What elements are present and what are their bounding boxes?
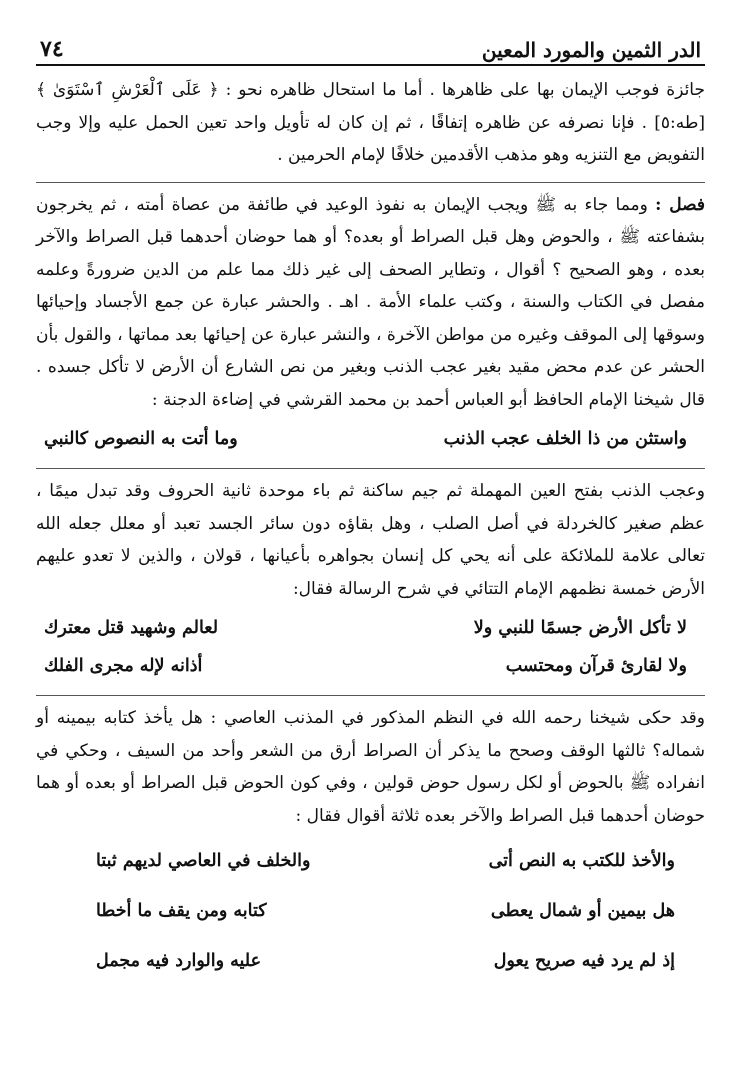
paragraph-2-text: ومما جاء به ﷺ ويجب الإيمان به نفوذ الوعيد في طائفة من عصاة أمته ، ثم يخرجون بشفاعته ﷺ ، والحوض وهل قبل الصراط أو بعده؟ أو هما حوضان أحدهما قبل الصراط والآخر بعده ، وهو الصحيح ؟ أقوال ، وتطاير الصحف إلى غير ذلك مما علم من الدين ضرورةً وعلمه مفصل في الكتاب والسنة ، وكتب علماء الأمة . اهـ . والحشر عبارة عن جمع الأجساد وإحيائها وسوقها إلى الموقف وغيره من مواطن الآخرة ، والنشر عبارة عن إحيائها بعد مماتها ، والقول بأن الحشر عن عدم محض مقيد بغير عجب الذنب وبغير من نص الشارع أن الأرض لا تأكل جسده . قال شيخنا الإمام الحافظ أبو العباس أحمد بن محمد القرشي في إضاءة الدجنة : — [36, 194, 705, 410]
verse-line — [36, 936, 705, 986]
verse-line — [36, 420, 705, 458]
verse-right-hemistich: هل بيمين أو شمال يعطى — [490, 901, 675, 921]
paragraph-2 — [36, 189, 705, 417]
paragraph-4: وقد حكى شيخنا رحمه الله في النظم المذكور في المذنب العاصي : هل يأخذ كتابه بيمينه أو شماله؟ ثالثها الوقف وصحح ما يذكر أن الصراط أرق من الشعر وأحد من السيف ، وحكي في انفراده ﷺ بالحوض أو لكل رسول حوض قولين ، وفي كون الحوض قبل الصراط أو بعده أو هما حوضان أحدهما قبل الصراط والآخر بعده ثلاثة أقوال فقال : — [36, 708, 705, 826]
verse-line — [36, 647, 705, 685]
verse-left-hemistich: وما أتت به النصوص كالنبي — [44, 429, 238, 449]
paragraph-1: جائزة فوجب الإيمان بها على ظاهرها . أما ما استحال ظاهره نحو : ﴿ عَلَى ٱلْعَرْشِ ٱسْتَوَىٰ ﴾ [طه:٥] . فإنا نصرفه عن ظاهره إتفاقًا ، ثم إن كان له تأويل واحد تعين الحمل عليه وإلا وجب التفويض مع التنزيه وهو مذهب الأقدمين خلافًا لإمام الحرمين . — [36, 80, 705, 165]
section-divider — [36, 468, 705, 469]
verse-block-2 — [36, 609, 705, 685]
book-title: الدر الثمين والمورد المعين — [481, 38, 701, 62]
verse-right-hemistich: إذ لم يرد فيه صريح يعول — [493, 951, 675, 971]
paragraph-3: وعجب الذنب بفتح العين المهملة ثم جيم ساكنة ثم باء موحدة ثانية الحروف وقد تبدل ميمًا ، عظم صغير كالخردلة في أصل الصلب ، وهل بقاؤه دون سائر الجسد تعبد أو معلل جعله الله تعالى علامة للملائكة على أنه يحي كل إنسان بجواهره بأعيانها ، قولان ، والذين لا تعدو عليهم الأرض خمسة نظمهم الإمام التتائي في شرح الرسالة فقال: — [36, 481, 705, 599]
verse-left-hemistich: لعالم وشهيد قتل معترك — [44, 618, 219, 638]
verse-right-hemistich: لا تأكل الأرض جسمًا للنبي ولا — [473, 618, 687, 638]
verse-block-1 — [36, 420, 705, 458]
verse-left-hemistich: أذانه لإله مجرى الفلك — [44, 656, 203, 676]
book-page — [36, 30, 705, 992]
page-header — [36, 30, 705, 66]
verse-left-hemistich: والخلف في العاصي لديهم ثبتا — [96, 851, 311, 871]
section-divider — [36, 182, 705, 183]
verse-right-hemistich: والأخذ للكتب به النص أتى — [488, 851, 675, 871]
verse-right-hemistich: ولا لقارئ قرآن ومحتسب — [505, 656, 687, 676]
verse-line — [36, 836, 705, 886]
section-divider — [36, 695, 705, 696]
verse-line — [36, 609, 705, 647]
verse-left-hemistich: كتابه ومن يقف ما أخطا — [96, 901, 267, 921]
verse-line — [36, 886, 705, 936]
verse-block-3 — [36, 836, 705, 986]
page-number: ٧٤ — [40, 36, 64, 62]
verse-left-hemistich: عليه والوارد فيه مجمل — [96, 951, 262, 971]
verse-right-hemistich: واستثن من ذا الخلف عجب الذنب — [443, 429, 687, 449]
section-lead: فصل : — [655, 194, 706, 215]
